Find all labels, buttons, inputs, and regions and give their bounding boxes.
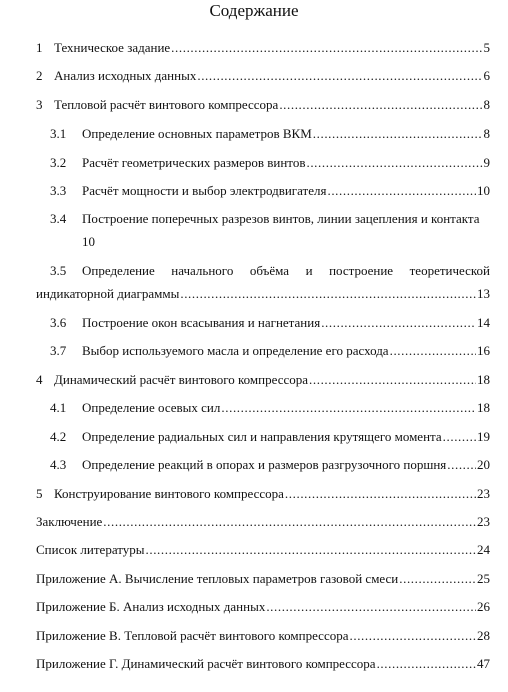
- toc-entry-text: Определение радиальных сил и направления крутящего момента: [82, 429, 442, 444]
- toc-entry-page: 28: [477, 628, 490, 643]
- toc-entry-page: 20: [477, 457, 490, 472]
- toc-entry-text: Приложение А. Вычисление тепловых параметров газовой смеси: [36, 571, 399, 586]
- toc-entry-text: Приложение В. Тепловой расчёт винтового компрессора: [36, 628, 349, 643]
- toc-entry-number: 1: [36, 40, 43, 55]
- toc-entry-text: Заключение: [36, 514, 103, 529]
- toc-leader-dots: [146, 542, 477, 558]
- toc-entry-page: 23: [477, 486, 490, 501]
- toc-entry-page: 9: [483, 155, 490, 170]
- toc-entry-4-2[interactable]: [50, 429, 490, 445]
- toc-leader-dots: [350, 628, 477, 644]
- toc-entry-page: 16: [477, 343, 490, 358]
- toc-leader-dots: [171, 40, 482, 56]
- toc-entry-text: Выбор используемого масла и определение его расхода: [82, 343, 389, 358]
- toc-entry-number: 4.1: [50, 400, 67, 415]
- toc-leader-dots: [306, 155, 482, 171]
- toc-entry-page: 18: [477, 372, 490, 387]
- toc-entry-conclusion[interactable]: [36, 514, 490, 530]
- toc-entry-page: 26: [477, 599, 490, 614]
- toc-entry-number: 4.2: [50, 429, 67, 444]
- toc-leader-dots: [279, 97, 482, 113]
- toc-entry-number: 3.5: [50, 263, 67, 278]
- toc-entry-3-5[interactable]: [50, 263, 490, 279]
- toc-leader-dots: [399, 571, 476, 587]
- toc-leader-dots: [180, 286, 476, 302]
- toc-entry-number: 3.3: [50, 183, 67, 198]
- toc-entry-text: Определение основных параметров ВКМ: [82, 126, 312, 141]
- toc-entry-3-2[interactable]: [50, 155, 490, 171]
- toc-entry-page: 10: [82, 234, 95, 249]
- toc-entry-page: 13: [477, 286, 490, 301]
- toc-leader-dots: [321, 315, 476, 331]
- toc-leader-dots: [103, 514, 476, 530]
- toc-entry-3-1[interactable]: [50, 126, 490, 142]
- toc-leader-dots: [377, 656, 476, 672]
- toc-entry-text: Расчёт мощности и выбор электродвигателя: [82, 183, 327, 198]
- toc-entry-3[interactable]: [36, 97, 490, 113]
- toc-entry-4-1[interactable]: [50, 400, 490, 416]
- toc-entry-text: Анализ исходных данных: [54, 68, 197, 83]
- toc-entry-text: Построение поперечных разрезов винтов, линии зацепления и контакта: [82, 211, 480, 226]
- toc-entry-references[interactable]: [36, 542, 490, 558]
- toc-entry-number: 4: [36, 372, 43, 387]
- toc-leader-dots: [197, 68, 482, 84]
- toc-entry-page: 25: [477, 571, 490, 586]
- toc-entry-appendix-a[interactable]: [36, 571, 490, 587]
- toc-leader-dots: [285, 486, 476, 502]
- toc-entry-number: 3.1: [50, 126, 67, 141]
- toc-entry-number: 2: [36, 68, 43, 83]
- toc-entry-text: индикаторной диаграммы: [36, 286, 180, 301]
- toc-entry-page: 18: [477, 400, 490, 415]
- toc-entry-number: 3.4: [50, 211, 67, 226]
- toc-entry-3-4[interactable]: [50, 211, 490, 227]
- toc-entry-text: Конструирование винтового компрессора: [54, 486, 284, 501]
- toc-leader-dots: [221, 400, 476, 416]
- toc-entry-3-5-cont[interactable]: [36, 286, 490, 302]
- toc-entry-page: 24: [477, 542, 490, 557]
- toc-entry-text: Построение окон всасывания и нагнетания: [82, 315, 321, 330]
- toc-entry-3-3[interactable]: [50, 183, 490, 199]
- toc-entry-number: 3.6: [50, 315, 67, 330]
- toc-leader-dots: [443, 429, 476, 445]
- toc-leader-dots: [327, 183, 476, 199]
- toc-entry-text: Список литературы: [36, 542, 145, 557]
- toc-entry-appendix-g[interactable]: [36, 656, 490, 672]
- toc-leader-dots: [390, 343, 476, 359]
- toc-entry-5[interactable]: [36, 486, 490, 502]
- toc-entry-text: Техническое задание: [54, 40, 171, 55]
- toc-entry-number: 4.3: [50, 457, 67, 472]
- toc-entry-text: Тепловой расчёт винтового компрессора: [54, 97, 279, 112]
- toc-entry-page: 19: [477, 429, 490, 444]
- toc-title: Содержание: [209, 1, 299, 20]
- toc-entry-text: Определение начального объёма и построение теоретической: [82, 263, 490, 278]
- toc-entry-text: Расчёт геометрических размеров винтов: [82, 155, 306, 170]
- toc-entry-number: 5: [36, 486, 43, 501]
- toc-entry-text: Динамический расчёт винтового компрессора: [54, 372, 309, 387]
- toc-entry-page: 8: [483, 97, 490, 112]
- toc-entry-number: 3.7: [50, 343, 67, 358]
- toc-entry-page: 14: [477, 315, 490, 330]
- toc-leader-dots: [266, 599, 476, 615]
- toc-entry-number: 3: [36, 97, 43, 112]
- toc-entry-page: 5: [483, 40, 490, 55]
- toc-entry-number: 3.2: [50, 155, 67, 170]
- toc-entry-text: Приложение Б. Анализ исходных данных: [36, 599, 266, 614]
- toc-leader-dots: [447, 457, 476, 473]
- toc-entry-1[interactable]: [36, 40, 490, 56]
- toc-entry-3-7[interactable]: [50, 343, 490, 359]
- toc-entry-page: 10: [477, 183, 490, 198]
- toc-leader-dots: [309, 372, 476, 388]
- toc-entry-page: 23: [477, 514, 490, 529]
- toc-entry-4-3[interactable]: [50, 457, 490, 473]
- toc-entry-2[interactable]: [36, 68, 490, 84]
- toc-entry-appendix-b[interactable]: [36, 599, 490, 615]
- toc-entry-4[interactable]: [36, 372, 490, 388]
- toc-entry-text: Определение реакций в опорах и размеров разгрузочного поршня: [82, 457, 447, 472]
- toc-entry-text: Определение осевых сил: [82, 400, 221, 415]
- toc-entry-page: 6: [483, 68, 490, 83]
- toc-leader-dots: [313, 126, 483, 142]
- toc-entry-text: Приложение Г. Динамический расчёт винтового компрессора: [36, 656, 376, 671]
- toc-entry-appendix-v[interactable]: [36, 628, 490, 644]
- toc-entry-page: 47: [477, 656, 490, 671]
- toc-entry-page: 8: [483, 126, 490, 141]
- toc-entry-3-6[interactable]: [50, 315, 490, 331]
